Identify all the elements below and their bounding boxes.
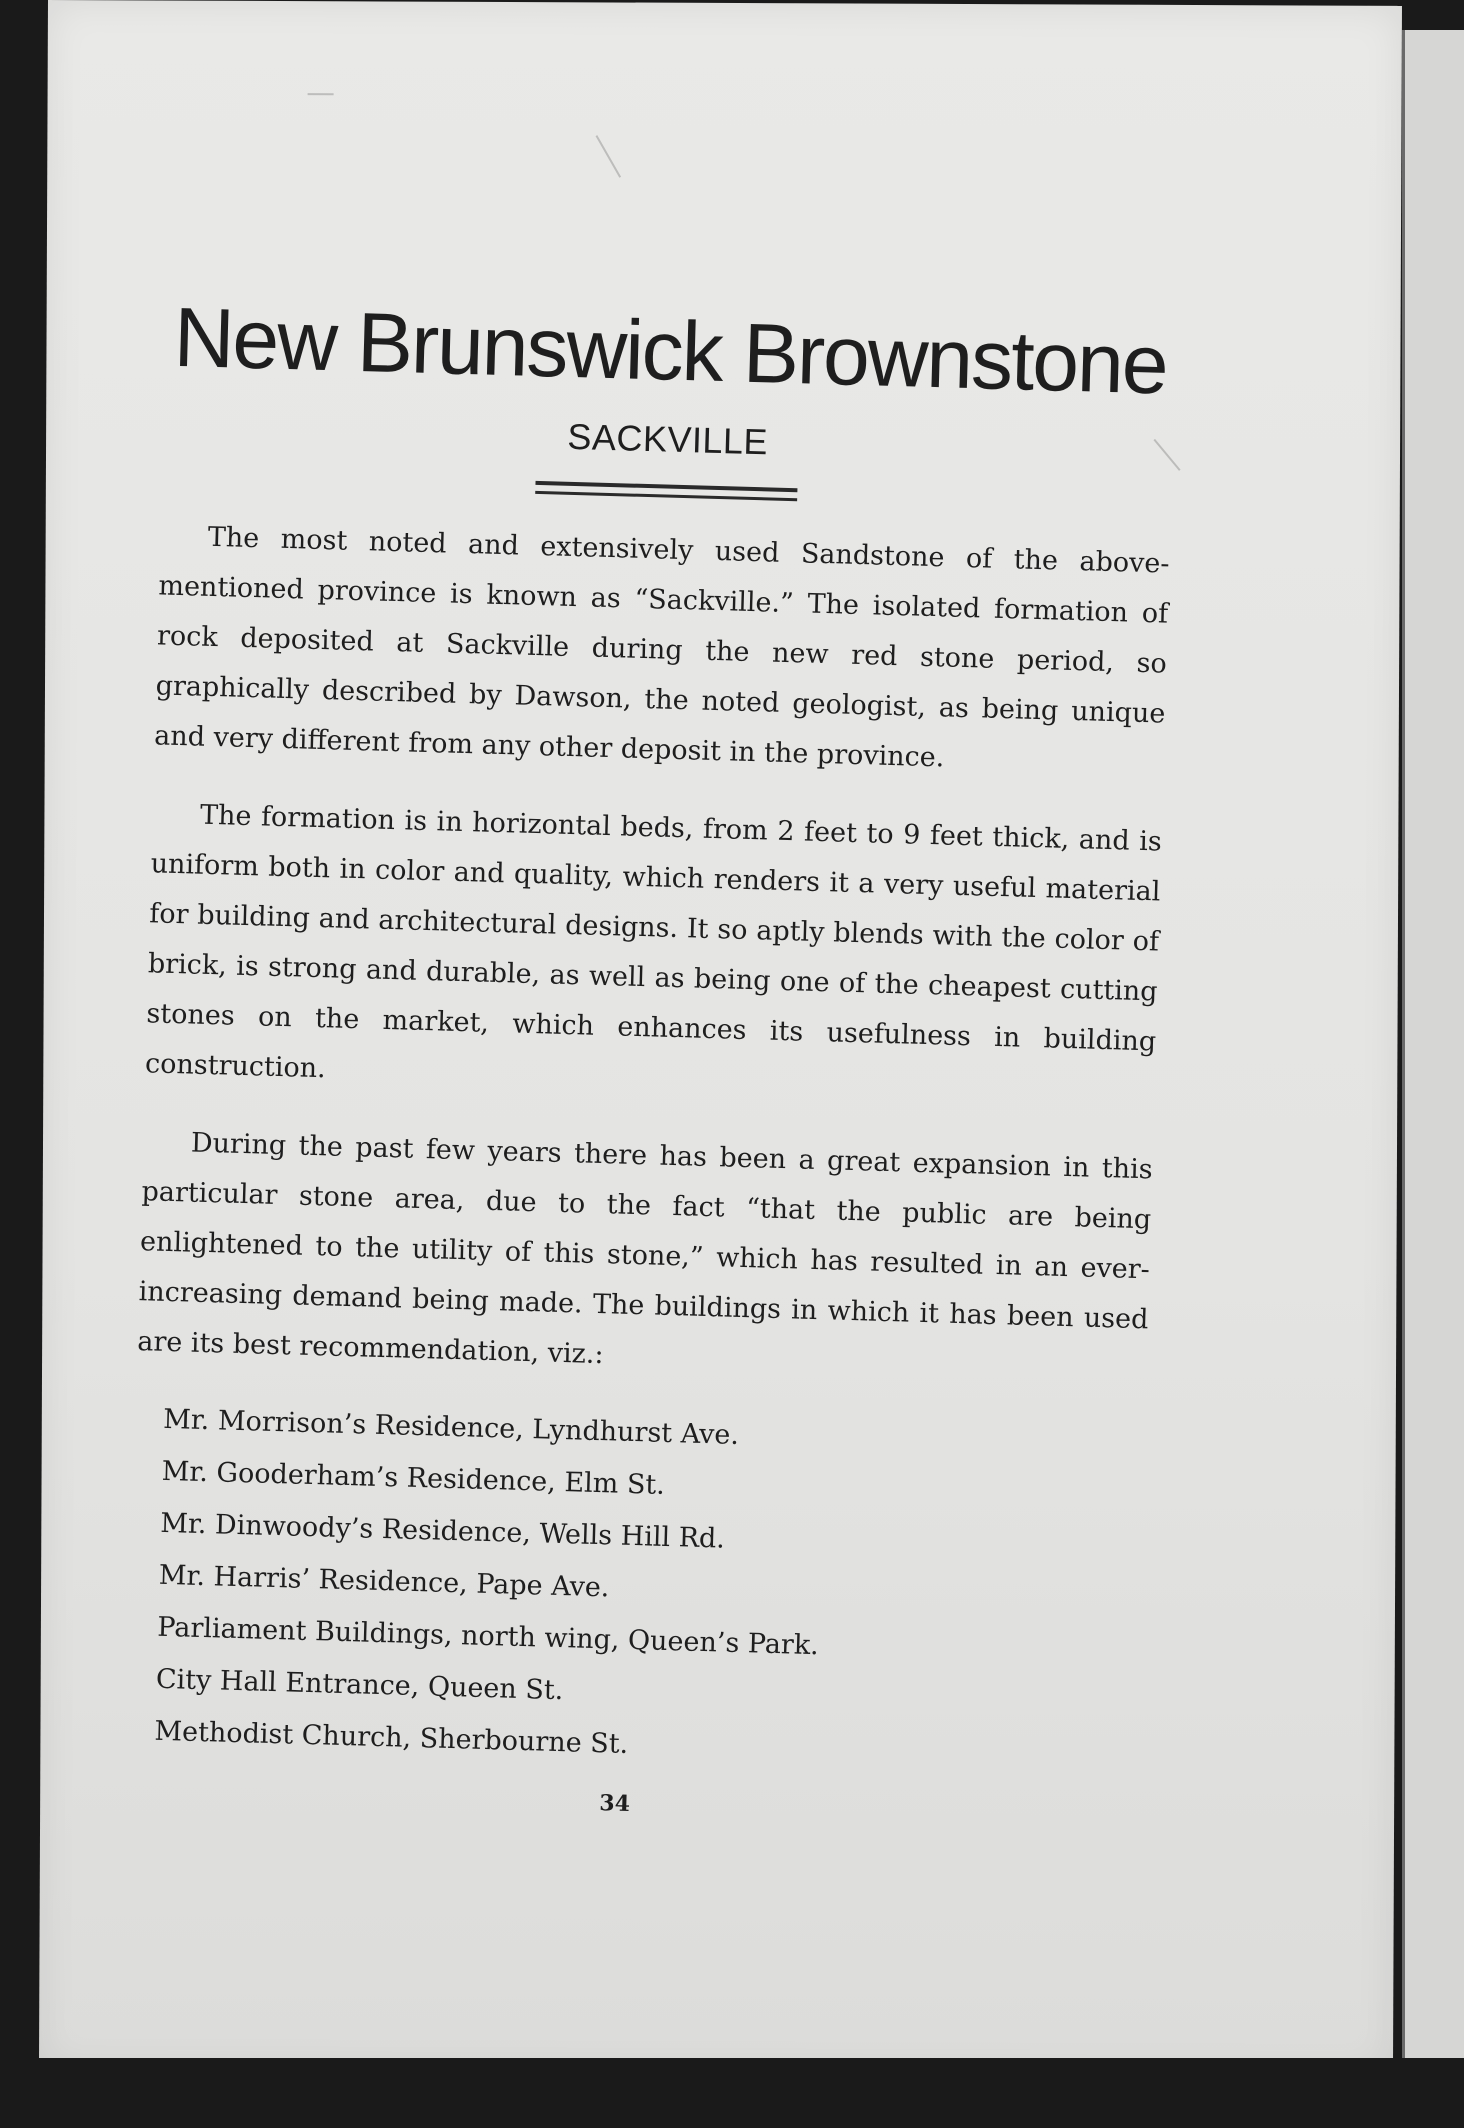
page-subtitle: SACKVILLE xyxy=(566,416,769,463)
list-item: Parliament Buildings, north wing, Queen’s Park. xyxy=(156,1612,820,1662)
adjacent-page-edge xyxy=(1402,30,1464,2080)
double-rule-divider xyxy=(535,481,797,501)
list-item: Mr. Gooderham’s Residence, Elm St. xyxy=(161,1456,666,1502)
body-paragraph: The most noted and extensively used Sandstone of the above-mentioned province is known as “Sackville.” The isolated formation of rock deposited at Sackville during the new red stone period, so graphically described by Dawson, the noted geologist, as being unique and very different from any other deposit in the province. xyxy=(153,522,1170,774)
scan-scratch-mark xyxy=(308,93,334,95)
page-content xyxy=(124,291,1176,1832)
buildings-list xyxy=(154,1394,1146,1785)
list-item: Mr. Dinwoody’s Residence, Wells Hill Rd. xyxy=(159,1508,726,1555)
list-item: Mr. Morrison’s Residence, Lyndhurst Ave. xyxy=(162,1404,740,1452)
scan-background-edge xyxy=(0,2058,1464,2128)
page-number: 34 xyxy=(598,1790,631,1818)
book-page xyxy=(39,0,1402,2076)
scan-scratch-mark xyxy=(596,135,622,178)
page-title: New Brunswick Brownstone xyxy=(172,289,1168,412)
body-paragraph: During the past few years there has been a great expansion in this particular stone area, due to the fact “that the public are being enlightened to the utility of this stone,” which has resulted in an ever-increasing demand being made. The buildings in which it has been used are its best recommendation, viz.: xyxy=(136,1127,1153,1371)
list-item: Methodist Church, Sherbourne St. xyxy=(154,1716,629,1761)
list-item: Mr. Harris’ Residence, Pape Ave. xyxy=(158,1560,610,1604)
body-paragraph: The formation is in horizontal beds, from 2 feet to 9 feet thick, and is uniform both in color and quality, which renders it a very useful material for building and architectural designs. It so aptly blends with the color of brick, is strong and durable, as well as being one of the cheapest cutting stones on the market, which enhances its usefulness in building construction. xyxy=(144,800,1163,1085)
list-item: City Hall Entrance, Queen St. xyxy=(155,1664,564,1707)
